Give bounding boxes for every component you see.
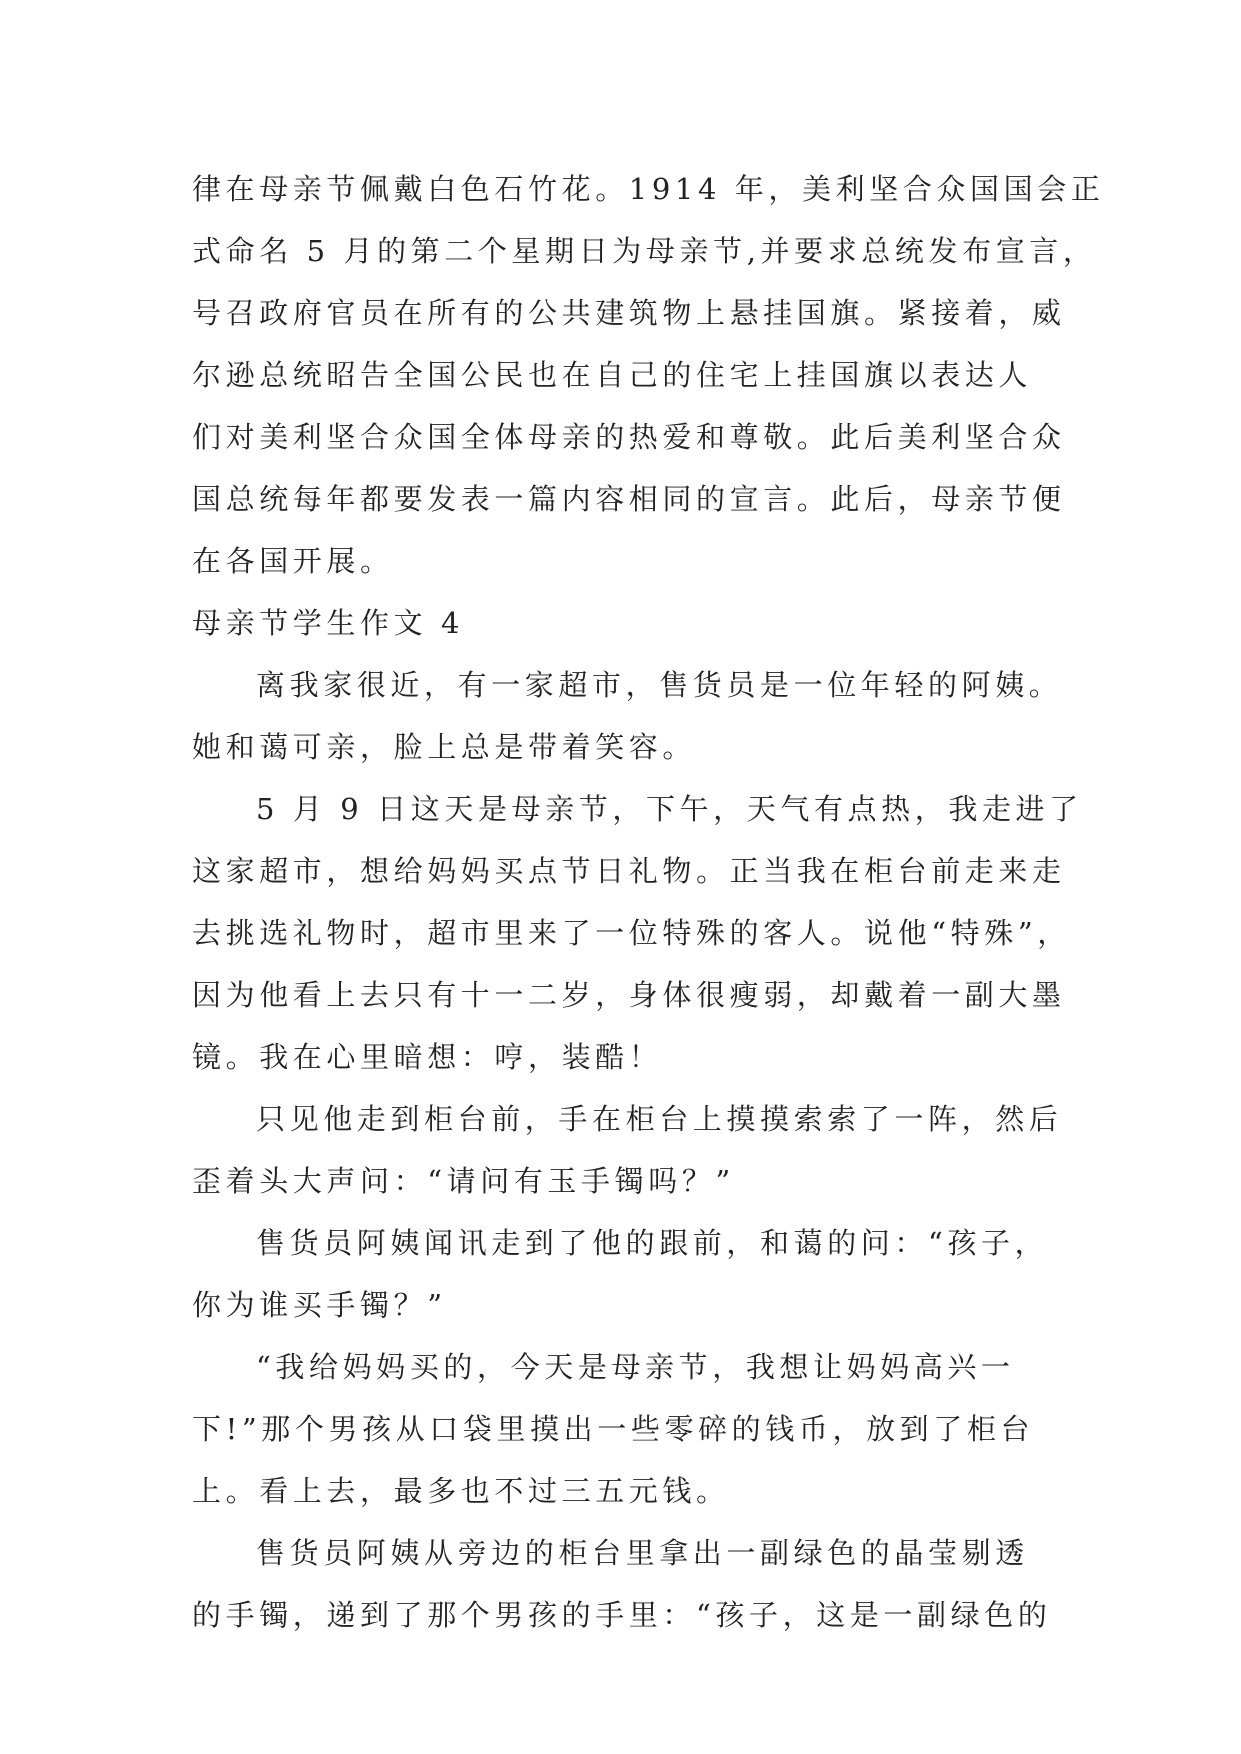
text-line: 售货员阿姨从旁边的柜台里拿出一副绿色的晶莹剔透 (256, 1536, 1029, 1570)
text-line: 国总统每年都要发表一篇内容相同的宣言。此后，母亲节便 (192, 482, 1066, 516)
text-line: 你为谁买手镯？” (192, 1288, 447, 1322)
text-line: 售货员阿姨闻讯走到了他的跟前，和蔼的问：“孩子， (256, 1226, 1049, 1260)
text-line: 号召政府官员在所有的公共建筑物上悬挂国旗。紧接着，威 (192, 296, 1066, 330)
text-line: 离我家很近，有一家超市，售货员是一位年轻的阿姨。 (256, 668, 1063, 702)
text-line: “我给妈妈买的，今天是母亲节，我想让妈妈高兴一 (256, 1350, 1015, 1384)
text-line: 5 月 9 日这天是母亲节，下午，天气有点热，我走进了 (256, 792, 1083, 826)
text-line: 下!”那个男孩从口袋里摸出一些零碎的钱币，放到了柜台 (192, 1412, 1035, 1446)
text-line: 因为他看上去只有十一二岁，身体很瘦弱，却戴着一副大墨 (192, 978, 1066, 1012)
text-line: 律在母亲节佩戴白色石竹花。1914 年，美利坚合众国国会正 (192, 172, 1105, 206)
text-line: 上。看上去，最多也不过三五元钱。 (192, 1474, 730, 1508)
text-line: 式命名 5 月的第二个星期日为母亲节,并要求总统发布宣言， (192, 234, 1097, 268)
text-line: 去挑选礼物时，超市里来了一位特殊的客人。说他“特殊”， (192, 916, 1071, 950)
text-line: 们对美利坚合众国全体母亲的热爱和尊敬。此后美利坚合众 (192, 420, 1066, 454)
section-heading: 母亲节学生作文 4 (192, 606, 465, 640)
document-body (192, 158, 1105, 1646)
text-line: 只见他走到柜台前，手在柜台上摸摸索索了一阵，然后 (256, 1102, 1063, 1136)
text-line: 她和蔼可亲，脸上总是带着笑容。 (192, 730, 697, 764)
text-line: 的手镯，递到了那个男孩的手里：“孩子，这是一副绿色的 (192, 1598, 1052, 1632)
text-line: 尔逊总统昭告全国公民也在自己的住宅上挂国旗以表达人 (192, 358, 1033, 392)
text-line: 在各国开展。 (192, 544, 394, 578)
text-line: 镜。我在心里暗想：哼，装酷！ (192, 1040, 663, 1074)
text-line: 这家超市，想给妈妈买点节日礼物。正当我在柜台前走来走 (192, 854, 1066, 888)
text-line: 歪着头大声问：“请问有玉手镯吗？” (192, 1164, 735, 1198)
